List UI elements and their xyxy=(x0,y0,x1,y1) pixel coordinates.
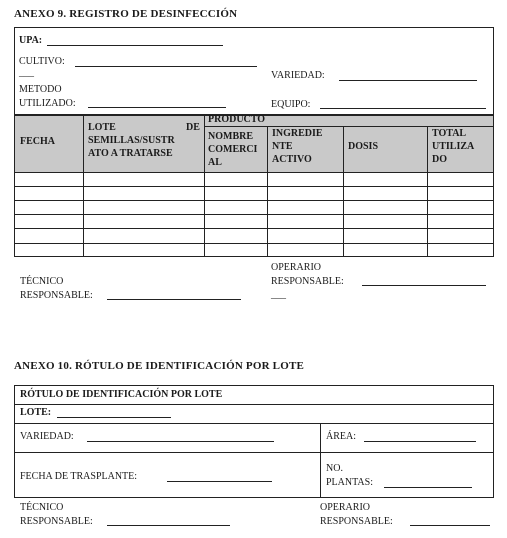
col-fecha: FECHA xyxy=(20,136,55,147)
upa-field[interactable] xyxy=(47,45,223,46)
col-ingrediente-line1: INGREDIE xyxy=(272,128,323,139)
row-divider xyxy=(14,186,494,187)
operario10-label-line2: RESPONSABLE: xyxy=(320,516,393,527)
row-divider xyxy=(14,228,494,229)
row-divider xyxy=(14,214,494,215)
col-total-line3: DO xyxy=(432,154,447,165)
col-total-line1: TOTAL xyxy=(432,128,467,139)
col-nombre-line3: AL xyxy=(208,157,222,168)
col-producto: PRODUCTO xyxy=(208,114,266,125)
col-divider xyxy=(343,126,344,257)
tecnico10-label-line2: RESPONSABLE: xyxy=(20,516,93,527)
col-divider xyxy=(427,126,428,257)
col-nombre-line1: NOMBRE xyxy=(208,131,253,142)
operario-continuation: ___ xyxy=(271,289,286,300)
lote-field[interactable] xyxy=(57,417,171,418)
col-dosis: DOSIS xyxy=(348,141,379,152)
cultivo-label: CULTIVO: xyxy=(19,56,65,67)
col-total-line2: UTILIZA xyxy=(432,141,475,152)
row-divider xyxy=(14,243,494,244)
col-nombre-line2: COMERCI xyxy=(208,144,258,155)
variedad10-label: VARIEDAD: xyxy=(20,431,74,442)
col-lote-line3: ATO A TRATARSE xyxy=(88,148,173,159)
lote-label: LOTE: xyxy=(20,407,52,418)
equipo-field[interactable] xyxy=(320,108,486,109)
annex9-info-box xyxy=(14,27,494,115)
tecnico-signature-field[interactable] xyxy=(107,299,241,300)
operario-signature-field[interactable] xyxy=(362,285,486,286)
tecnico-label-line2: RESPONSABLE: xyxy=(20,290,93,301)
operario-label-line1: OPERARIO xyxy=(271,262,322,273)
cultivo-field[interactable] xyxy=(75,66,257,67)
metodo-label-line1: METODO xyxy=(19,84,62,95)
rotulo-divider xyxy=(14,404,494,405)
variedad-label: VARIEDAD: xyxy=(271,70,325,81)
col-lote-line1: LOTE xyxy=(88,122,116,133)
rotulo-divider xyxy=(14,423,494,424)
rotulo-header: RÓTULO DE IDENTIFICACIÓN POR LOTE xyxy=(20,389,223,400)
row-divider xyxy=(14,200,494,201)
annex10-title: ANEXO 10. RÓTULO DE IDENTIFICACIÓN POR LOTE xyxy=(14,360,305,372)
variedad-field[interactable] xyxy=(339,80,477,81)
col-divider xyxy=(267,126,268,257)
col-ingrediente-line3: ACTIVO xyxy=(272,154,312,165)
no-plantas-label-line1: NO. xyxy=(326,463,343,474)
operario10-label-line1: OPERARIO xyxy=(320,502,371,513)
tecnico10-label-line1: TÉCNICO xyxy=(20,502,64,513)
tecnico10-signature-field[interactable] xyxy=(107,525,230,526)
metodo-label-line2: UTILIZADO: xyxy=(19,98,76,109)
rotulo-col-divider xyxy=(320,423,321,498)
fecha-trasplante-field[interactable] xyxy=(167,481,272,482)
variedad10-field[interactable] xyxy=(87,441,274,442)
no-plantas-label-line2: PLANTAS: xyxy=(326,477,373,488)
header-divider xyxy=(14,172,494,173)
area-label: ÁREA: xyxy=(326,431,356,442)
col-ingrediente-line2: NTE xyxy=(272,141,293,152)
fecha-trasplante-label: FECHA DE TRASPLANTE: xyxy=(20,471,138,482)
upa-label: UPA: xyxy=(19,35,43,46)
equipo-label: EQUIPO: xyxy=(271,99,311,110)
col-lote-de: DE xyxy=(186,122,200,133)
col-lote-line2: SEMILLAS/SUSTR xyxy=(88,135,175,146)
operario-label-line2: RESPONSABLE: xyxy=(271,276,344,287)
area-field[interactable] xyxy=(364,441,476,442)
cultivo-continuation: ___ xyxy=(19,67,34,78)
no-plantas-field[interactable] xyxy=(384,487,472,488)
rotulo-divider xyxy=(14,452,494,453)
operario10-signature-field[interactable] xyxy=(410,525,490,526)
metodo-field[interactable] xyxy=(88,107,226,108)
annex9-title: ANEXO 9. REGISTRO DE DESINFECCIÓN xyxy=(14,8,238,20)
producto-divider xyxy=(204,126,494,127)
tecnico-label-line1: TÉCNICO xyxy=(20,276,64,287)
